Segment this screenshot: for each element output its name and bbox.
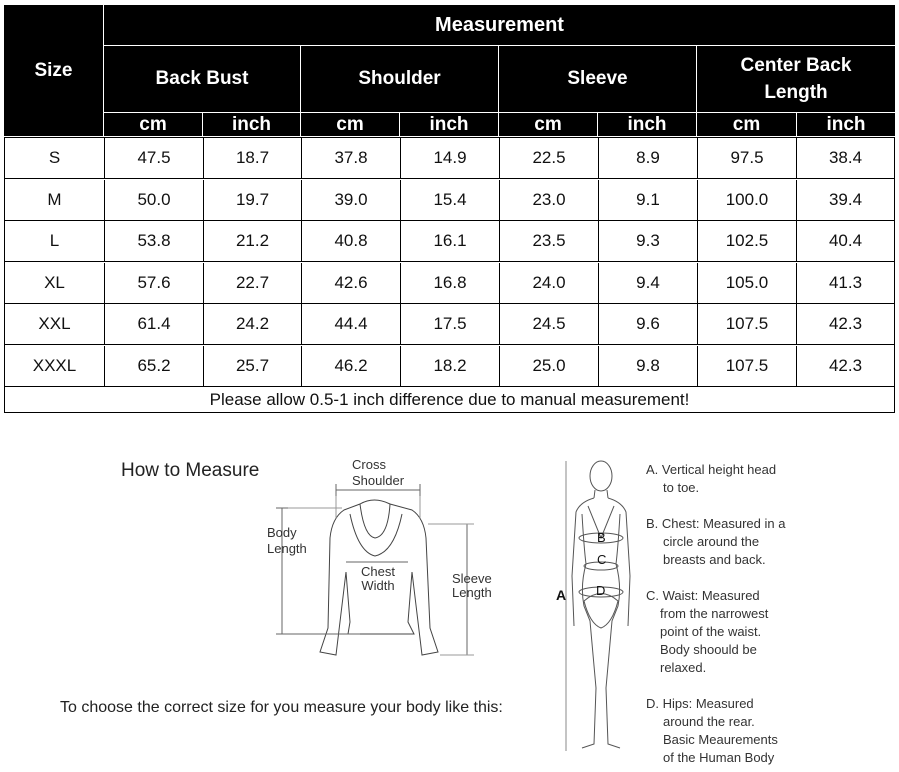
sweater-inner	[350, 514, 402, 556]
table-cell: 21.2	[203, 221, 301, 261]
table-cell: 40.4	[796, 221, 894, 261]
header-divider	[202, 113, 203, 136]
header-divider	[300, 46, 301, 136]
table-cell: 37.8	[301, 138, 400, 178]
table-cell: 38.4	[796, 138, 894, 178]
unit-header-cm: cm	[499, 113, 597, 136]
header-divider	[104, 45, 895, 46]
header-divider	[103, 5, 104, 136]
group-header-center-back-length	[697, 46, 895, 112]
unit-header-cm: cm	[697, 113, 796, 136]
header-divider	[696, 46, 697, 136]
table-cell: 9.8	[598, 346, 697, 386]
table-cell: 44.4	[301, 304, 400, 344]
table-cell: 53.8	[104, 221, 203, 261]
marker-b: B	[597, 530, 606, 545]
unit-header-inch: inch	[400, 113, 498, 136]
table-row	[5, 304, 894, 345]
table-cell: 47.5	[104, 138, 203, 178]
table-cell: 97.5	[697, 138, 796, 178]
table-cell: 24.0	[499, 263, 598, 303]
table-cell: 23.5	[499, 221, 598, 261]
header-divider	[399, 113, 400, 136]
group-header-back-bust: Back Bust	[104, 46, 300, 112]
size-cell: XL	[44, 272, 65, 292]
body-figure-diagram	[562, 456, 642, 756]
size-cell: XXL	[38, 314, 71, 333]
table-cell: 14.9	[400, 138, 499, 178]
table-cell: 25.7	[203, 346, 301, 386]
sleeve-length-label: Sleeve Length	[452, 571, 492, 600]
table-row	[5, 138, 894, 179]
table-cell: 46.2	[301, 346, 400, 386]
table-cell: 40.8	[301, 221, 400, 261]
table-row	[5, 346, 894, 387]
body-length-label: Body Length	[267, 525, 307, 556]
guide-d-text: D. Hips: Measured around the rear. Basic Meaurements of the Human Body	[646, 696, 778, 765]
guide-c-text: C. Waist: Measured from the narrowest point of the waist. Body shoould be relaxed.	[646, 588, 769, 675]
table-cell: 22.5	[499, 138, 598, 178]
table-cell: 39.0	[301, 180, 400, 220]
group-header-shoulder: Shoulder	[301, 46, 498, 112]
header-divider	[597, 113, 598, 136]
table-cell: 42.3	[796, 304, 894, 344]
size-header: Size	[4, 5, 103, 136]
size-cell: S	[48, 148, 61, 167]
table-cell: 50.0	[104, 180, 203, 220]
table-cell: 18.7	[203, 138, 301, 178]
unit-header-inch: inch	[598, 113, 696, 136]
marker-c: C	[597, 552, 607, 567]
table-cell: 102.5	[697, 221, 796, 261]
sweater-collar	[360, 504, 390, 538]
unit-header-cm: cm	[104, 113, 202, 136]
group-header-line: Length	[764, 82, 828, 103]
table-cell: 57.6	[104, 263, 203, 303]
unit-header-cm: cm	[301, 113, 399, 136]
table-cell: 19.7	[203, 180, 301, 220]
guide-b-text: B. Chest: Measured in a circle around the breasts and back.	[646, 516, 786, 567]
table-cell: 9.6	[598, 304, 697, 344]
table-cell: 42.3	[796, 346, 894, 386]
header-divider	[498, 46, 499, 136]
table-cell: 22.7	[203, 263, 301, 303]
table-cell: 100.0	[697, 180, 796, 220]
figure-head	[590, 461, 612, 491]
cross-shoulder-label: Cross Shoulder	[352, 457, 405, 488]
table-cell: 25.0	[499, 346, 598, 386]
size-cell: XXXL	[32, 355, 77, 375]
table-cell: 107.5	[697, 304, 796, 344]
table-cell: 105.0	[697, 263, 796, 303]
table-cell: 41.3	[796, 263, 894, 303]
unit-header-inch: inch	[797, 113, 895, 136]
measurement-note: Please allow 0.5-1 inch difference due to manual measurement!	[4, 387, 895, 413]
table-cell: 107.5	[697, 346, 796, 386]
marker-a: A	[556, 587, 567, 603]
table-row	[5, 180, 894, 221]
table-cell: 9.1	[598, 180, 697, 220]
table-cell: 42.6	[301, 263, 400, 303]
guide-a-text: A. Vertical height head to toe.	[646, 462, 777, 495]
table-cell: 9.4	[598, 263, 697, 303]
header-divider	[796, 113, 797, 136]
table-cell: 65.2	[104, 346, 203, 386]
size-cell: L	[49, 231, 60, 250]
table-cell: 39.4	[796, 180, 894, 220]
figure-swimsuit	[584, 506, 618, 628]
table-cell: 9.3	[598, 221, 697, 261]
table-cell: 24.2	[203, 304, 301, 344]
table-cell: 8.9	[598, 138, 697, 178]
table-row	[5, 263, 894, 304]
size-cell: M	[47, 189, 62, 209]
table-row	[5, 221, 894, 262]
header-divider	[104, 112, 895, 113]
unit-header-inch: inch	[203, 113, 300, 136]
table-cell: 17.5	[400, 304, 499, 344]
chest-width-label: Chest Width	[361, 564, 395, 593]
marker-d: D	[596, 583, 606, 598]
table-cell: 61.4	[104, 304, 203, 344]
table-cell: 15.4	[400, 180, 499, 220]
group-header-line: Center Back	[740, 55, 852, 76]
measurement-header: Measurement	[104, 5, 895, 45]
instruction-text: To choose the correct size for you measure your body like this:	[60, 699, 503, 716]
size-chart-table	[4, 5, 895, 413]
table-cell: 23.0	[499, 180, 598, 220]
figure-body	[582, 514, 620, 748]
table-cell: 16.8	[400, 263, 499, 303]
table-cell: 18.2	[400, 346, 499, 386]
table-cell: 24.5	[499, 304, 598, 344]
table-cell: 16.1	[400, 221, 499, 261]
how-to-measure-title: How to Measure	[121, 460, 260, 481]
group-header-sleeve: Sleeve	[499, 46, 696, 112]
